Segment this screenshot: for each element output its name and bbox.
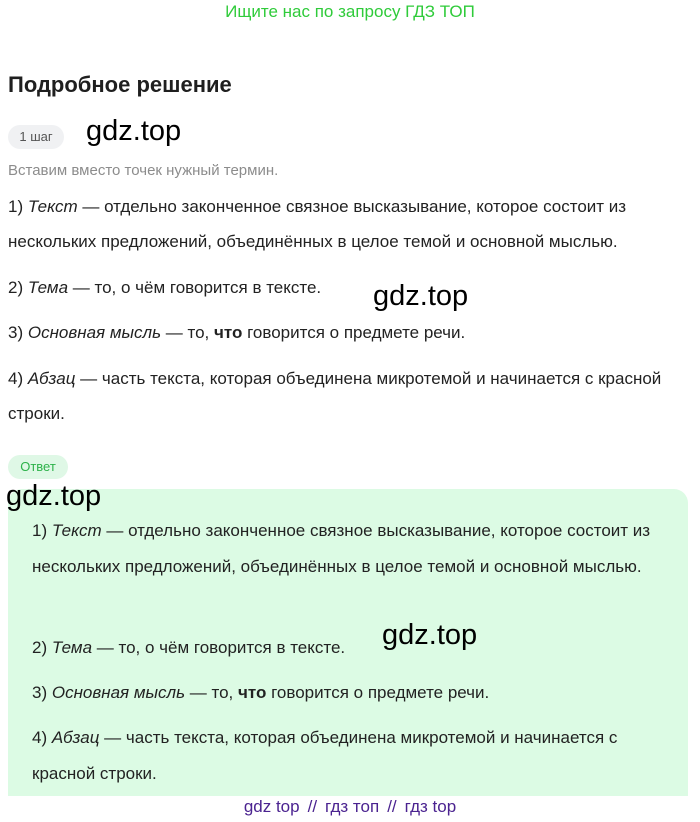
definition: — то, о чём говорится в тексте. [68, 278, 322, 297]
answer-paragraph-2 [32, 630, 662, 666]
watermark: gdz.top [382, 619, 478, 651]
definition: — отдельно законченное связное высказывание, которое состоит из нескольких предложений, объединённых в целое темой и основной мыслью. [32, 521, 651, 576]
watermark: gdz.top [6, 480, 102, 512]
definition: — часть текста, которая объединена микротемой и начинается с красной строки. [32, 728, 618, 783]
term: Текст [51, 521, 102, 540]
answer-badge: Ответ [8, 455, 68, 479]
definition-start: — то, [161, 323, 215, 342]
watermark: gdz.top [86, 115, 182, 147]
item-number: 4) [32, 728, 52, 747]
solution-paragraph-1 [8, 189, 688, 259]
footer-separator: // [387, 797, 397, 816]
footer-links [0, 796, 700, 818]
footer-link-gdz-top-mixed[interactable]: гдз top [404, 797, 457, 816]
instruction-hint: Вставим вместо точек нужный термин. [8, 162, 279, 179]
item-number: 2) [32, 638, 52, 657]
item-number: 3) [8, 323, 28, 342]
term: Абзац [51, 728, 100, 747]
answer-paragraph-3 [32, 675, 662, 711]
search-banner: Ищите нас по запросу ГДЗ ТОП [225, 2, 475, 21]
watermark: gdz.top [373, 280, 469, 312]
term: Основная мысль [51, 683, 186, 702]
answer-paragraph-1 [32, 513, 662, 585]
item-number: 1) [8, 197, 28, 216]
definition: — часть текста, которая объединена микротемой и начинается с красной строки. [8, 369, 662, 423]
item-number: 2) [8, 278, 28, 297]
solution-paragraph-3 [8, 315, 688, 350]
item-number: 3) [32, 683, 52, 702]
answer-paragraph-4 [32, 720, 662, 792]
solution-paragraph-4 [8, 361, 688, 431]
item-number: 4) [8, 369, 28, 388]
solution-paragraph-2 [8, 270, 688, 305]
footer-link-gdz-top-ru[interactable]: гдз топ [325, 797, 380, 816]
section-title: Подробное решение [8, 72, 232, 97]
definition: — то, о чём говорится в тексте. [92, 638, 346, 657]
term: Текст [27, 197, 78, 216]
footer-link-gdz-top[interactable]: gdz top [243, 797, 300, 816]
definition: говорится о предмете речи. [266, 683, 490, 702]
definition: — отдельно законченное связное высказывание, которое состоит из нескольких предложений, объединённых в целое темой и основной мыслью. [8, 197, 627, 251]
emphasis-word: что [214, 323, 243, 342]
definition: говорится о предмете речи. [242, 323, 466, 342]
emphasis-word: что [238, 683, 267, 702]
footer-separator: // [307, 797, 318, 816]
definition-start: — то, [185, 683, 239, 702]
term: Тема [27, 278, 69, 297]
term: Основная мысль [27, 323, 162, 342]
term: Тема [51, 638, 93, 657]
term: Абзац [27, 369, 76, 388]
step-badge: 1 шаг [8, 125, 64, 149]
item-number: 1) [32, 521, 52, 540]
